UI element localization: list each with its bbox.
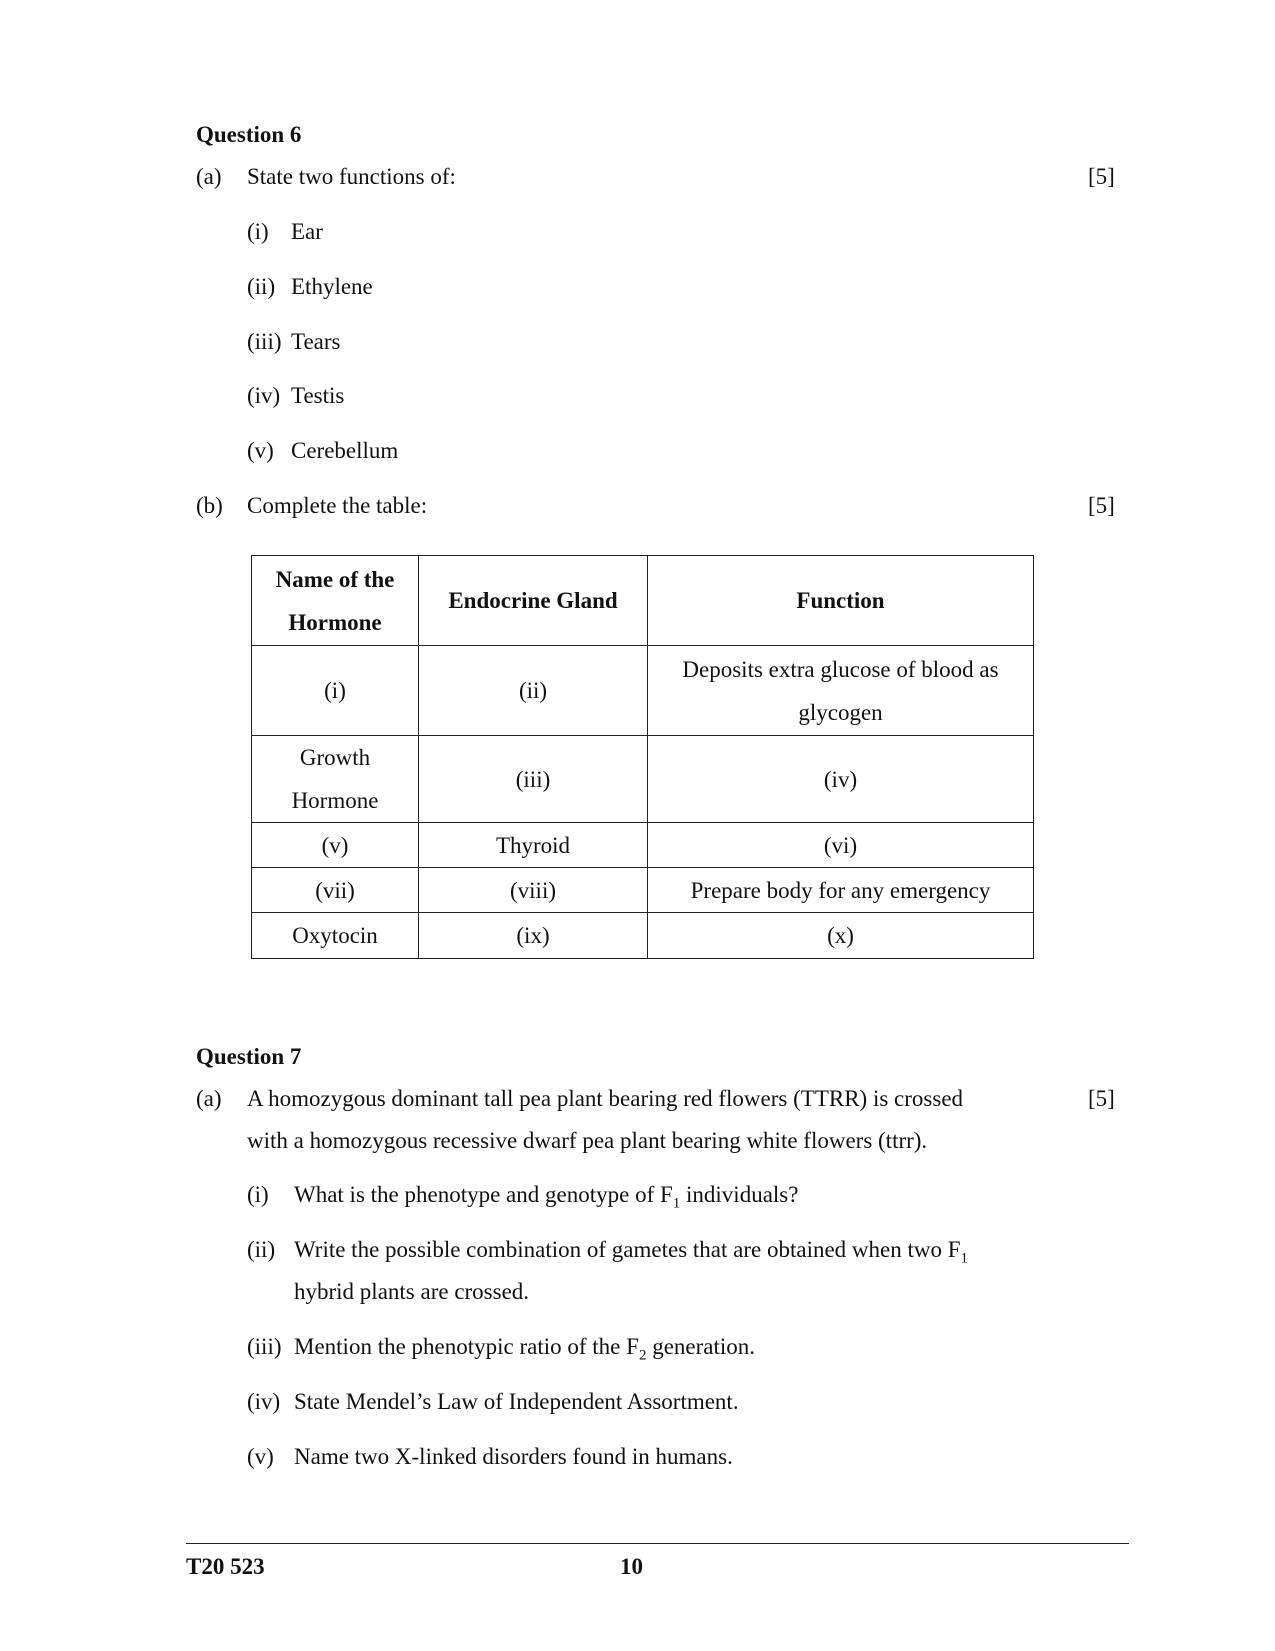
q6b-marks: [5]	[1088, 493, 1115, 518]
q6a-label: (a)	[196, 164, 222, 189]
table-cell: (ii)	[419, 646, 648, 736]
q7a-item-text-continued: hybrid plants are crossed.	[294, 1279, 530, 1304]
q7a-stem-line-2: with a homozygous recessive dwarf pea plant bearing white flowers (ttrr).	[247, 1128, 928, 1153]
table-cell: (iv)	[648, 736, 1034, 823]
table-row	[252, 913, 1034, 959]
q6a-item-num: (iv)	[247, 383, 281, 408]
table-cell: (i)	[252, 646, 419, 736]
q6a-item-num: (ii)	[247, 274, 276, 299]
table-row	[252, 823, 1034, 868]
table-cell: (ix)	[419, 913, 648, 959]
table-cell: Oxytocin	[252, 913, 419, 959]
table-header-row	[252, 556, 1034, 646]
q7a-stem-line-1: A homozygous dominant tall pea plant bearing red flowers (TTRR) is crossed	[247, 1086, 964, 1111]
q6a-item-text: Ethylene	[291, 274, 373, 299]
q7a-item-num: (iii)	[247, 1334, 282, 1359]
table-header-cell: Endocrine Gland	[419, 556, 648, 646]
table-cell: (v)	[252, 823, 419, 868]
table-row	[252, 868, 1034, 913]
q6a-item-num: (iii)	[247, 329, 282, 354]
q6a-prompt: State two functions of:	[247, 164, 456, 189]
q7a-item-text: Mention the phenotypic ratio of the $F_2$ generation.	[294, 1334, 756, 1364]
q7a-item-text: State Mendel’s Law of Independent Assortment.	[294, 1389, 739, 1414]
table-header-cell: Function	[648, 556, 1034, 646]
q7a-marks: [5]	[1088, 1086, 1115, 1111]
table-cell: (viii)	[419, 868, 648, 913]
hormone-table	[251, 555, 1034, 959]
question-7-heading: Question 7	[196, 1044, 302, 1069]
q7a-item-num: (i)	[247, 1182, 269, 1207]
table-cell: (vi)	[648, 823, 1034, 868]
q7a-item-num: (v)	[247, 1444, 274, 1469]
table-cell: (vii)	[252, 868, 419, 913]
table-cell: Prepare body for any emergency	[648, 868, 1034, 913]
footer-divider	[186, 1543, 1129, 1544]
q6a-item-num: (i)	[247, 219, 269, 244]
table-cell: Thyroid	[419, 823, 648, 868]
q7a-item-text: Name two X-linked disorders found in humans.	[294, 1444, 733, 1469]
question-6-heading: Question 6	[196, 122, 302, 147]
q7a-label: (a)	[196, 1086, 222, 1111]
q6a-item-text: Ear	[291, 219, 323, 244]
q7a-item-text: What is the phenotype and genotype of $F_1$ individuals?	[294, 1182, 799, 1212]
table-cell: (iii)	[419, 736, 648, 823]
q6a-item-num: (v)	[247, 438, 274, 463]
q6a-item-text: Tears	[291, 329, 341, 354]
q7a-item-num: (iv)	[247, 1389, 281, 1414]
table-row	[252, 646, 1034, 736]
footer-page-number: 10	[620, 1554, 643, 1579]
table-cell: (x)	[648, 913, 1034, 959]
q7a-item-num: (ii)	[247, 1237, 276, 1262]
q6a-marks: [5]	[1088, 164, 1115, 189]
table-cell: Deposits extra glucose of blood as glycogen	[648, 646, 1034, 736]
q6a-item-text: Testis	[291, 383, 345, 408]
q6a-item-text: Cerebellum	[291, 438, 399, 463]
q6b-label: (b)	[196, 493, 223, 518]
table-row	[252, 736, 1034, 823]
table-header-cell: Name of the Hormone	[252, 556, 419, 646]
q6b-prompt: Complete the table:	[247, 493, 428, 518]
table-cell: Growth Hormone	[252, 736, 419, 823]
q7a-item-text: Write the possible combination of gametes that are obtained when two $F_1$	[294, 1237, 969, 1267]
footer-paper-code: T20 523	[186, 1554, 265, 1579]
